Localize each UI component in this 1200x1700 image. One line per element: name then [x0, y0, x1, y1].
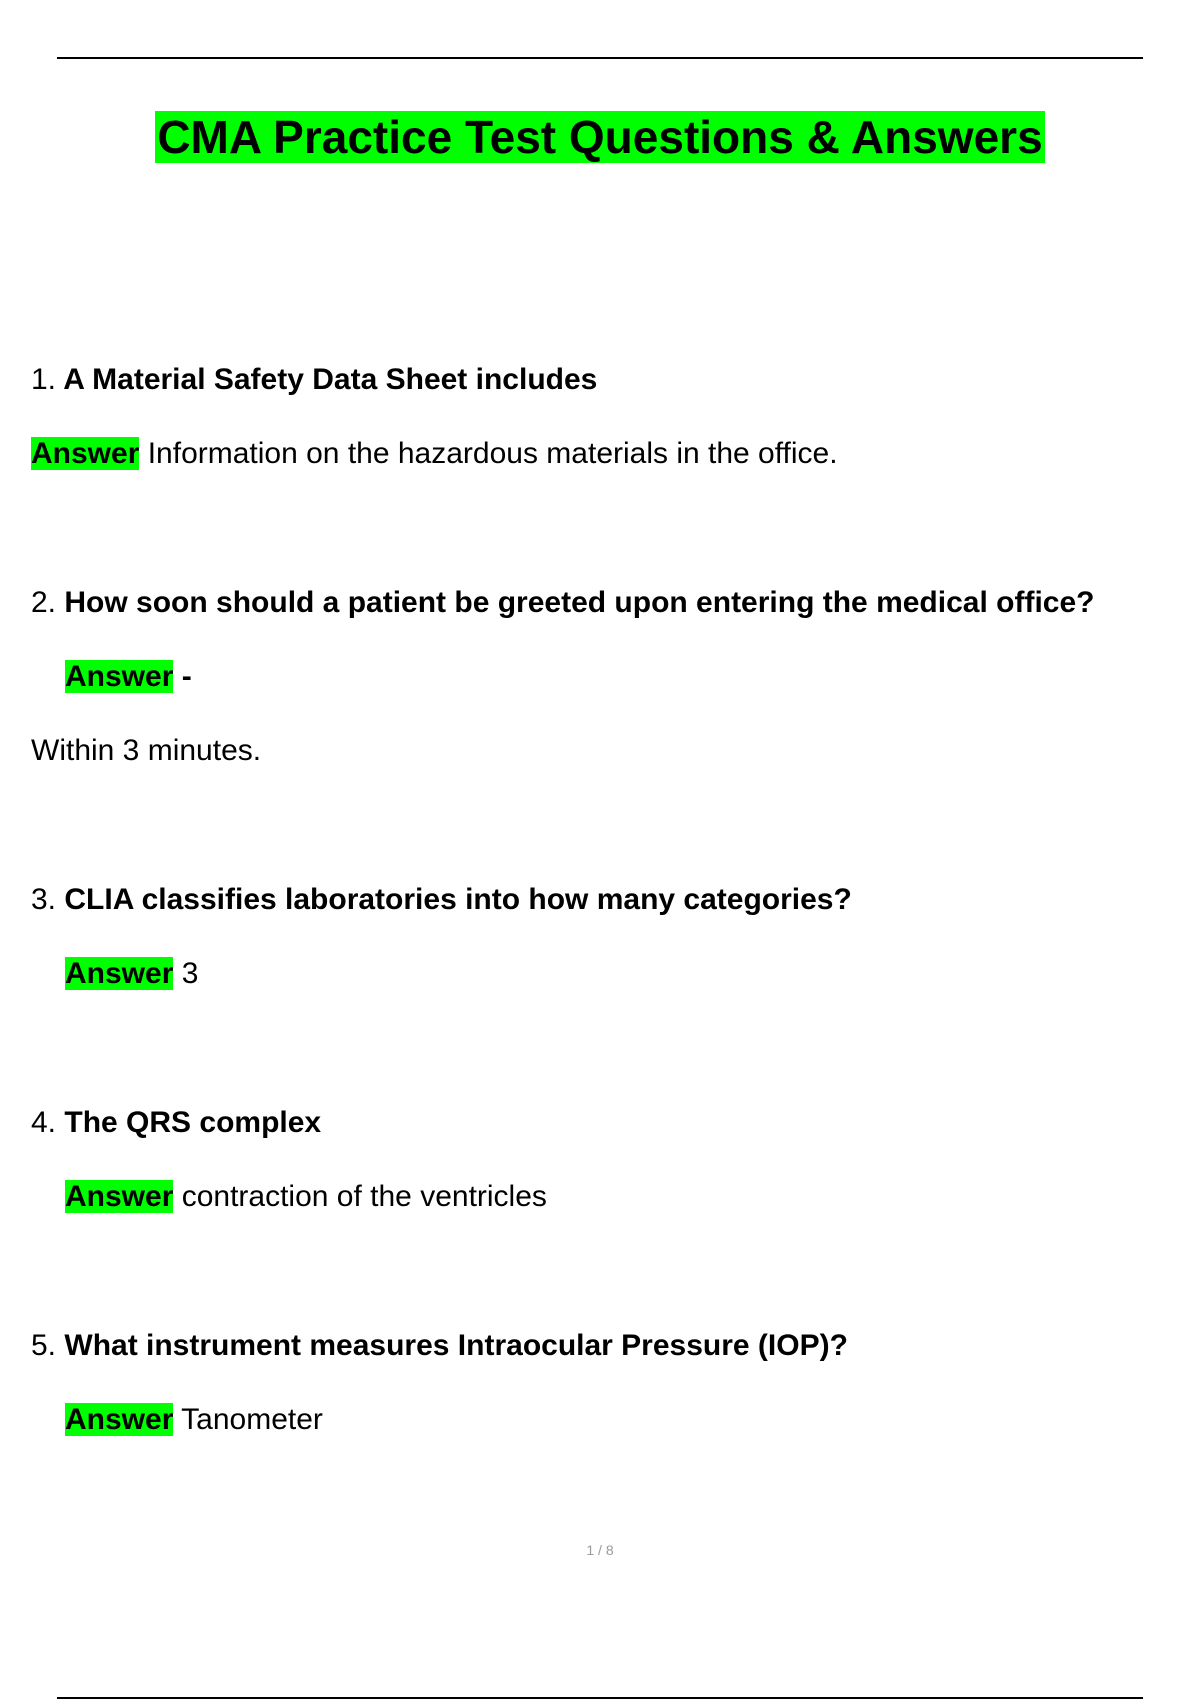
- question-text: How soon should a patient be greeted upon entering the medical office?: [64, 586, 1095, 619]
- answer-label: Answer: [65, 1403, 174, 1436]
- bottom-rule: [57, 1697, 1143, 1699]
- answer-text: Information on the hazardous materials in the office.: [147, 437, 838, 470]
- answer-1: [31, 434, 838, 474]
- answer-text: Tanometer: [181, 1403, 323, 1436]
- question-text: What instrument measures Intraocular Pressure (IOP)?: [64, 1329, 848, 1362]
- answer-label: Answer: [65, 957, 174, 990]
- question-text: CLIA classifies laboratories into how many categories?: [64, 883, 852, 916]
- question-number: 3.: [31, 883, 57, 916]
- question-number: 2.: [31, 586, 57, 619]
- answer-3: [65, 954, 198, 994]
- answer-text: 3: [181, 957, 199, 990]
- answer-text: Within 3 minutes.: [31, 734, 262, 767]
- answer-label: Answer: [31, 437, 140, 470]
- answer-separator: -: [181, 660, 192, 693]
- question-text: The QRS complex: [64, 1106, 322, 1139]
- question-number: 1.: [31, 363, 57, 396]
- answer-4: [65, 1177, 547, 1217]
- answer-5: [65, 1400, 323, 1440]
- document-title: [0, 108, 1200, 166]
- answer-2: [31, 731, 261, 771]
- question-text: A Material Safety Data Sheet includes: [63, 363, 598, 396]
- page-number: 1 / 8: [586, 1542, 614, 1558]
- question-number: 5.: [31, 1329, 57, 1362]
- question-1: [31, 360, 597, 400]
- question-2: [31, 583, 1094, 623]
- question-4: [31, 1103, 321, 1143]
- answer-2-label-line: [65, 657, 192, 697]
- top-rule: [57, 57, 1143, 59]
- document-title-text: CMA Practice Test Questions & Answers: [157, 111, 1043, 163]
- question-5: [31, 1326, 848, 1366]
- answer-text: contraction of the ventricles: [181, 1180, 547, 1213]
- question-3: [31, 880, 852, 920]
- question-number: 4.: [31, 1106, 57, 1139]
- answer-label: Answer: [65, 660, 174, 693]
- answer-label: Answer: [65, 1180, 174, 1213]
